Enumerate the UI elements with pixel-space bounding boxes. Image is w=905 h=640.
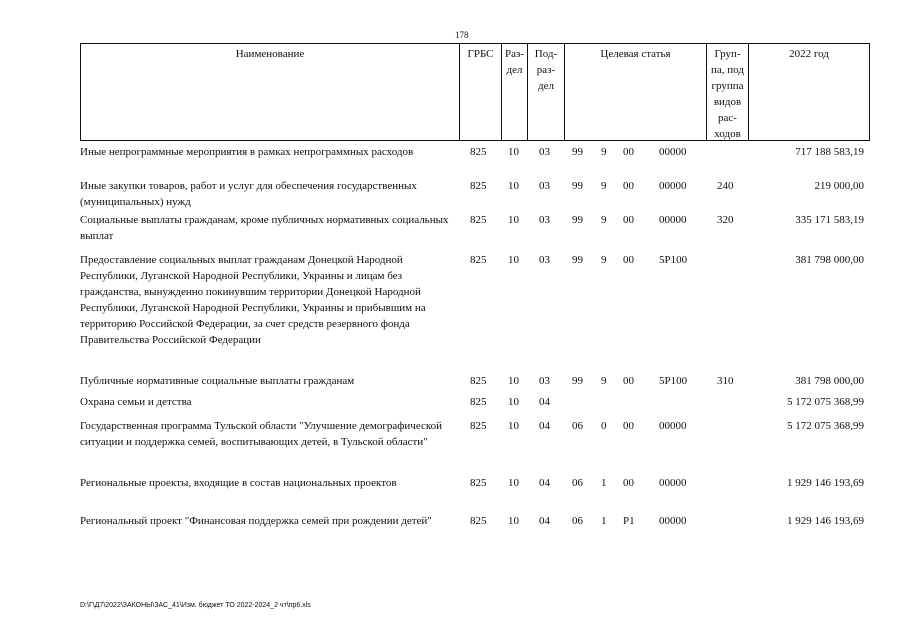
- header-target-label: Целевая статья: [600, 48, 671, 60]
- row-target-1: 06: [572, 477, 583, 489]
- row-razdel: 10: [508, 180, 519, 192]
- row-podrazdel: 04: [539, 420, 550, 432]
- row-podrazdel: 04: [539, 396, 550, 408]
- row-group: 240: [717, 180, 734, 192]
- row-sum: 1 929 146 193,69: [787, 515, 864, 527]
- header-name: [80, 43, 459, 141]
- row-podrazdel: 03: [539, 375, 550, 387]
- row-podrazdel: 04: [539, 477, 550, 489]
- row-razdel: 10: [508, 477, 519, 489]
- row-target-4: 00000: [659, 180, 687, 192]
- row-sum: 717 188 583,19: [795, 146, 864, 158]
- row-target-1: 99: [572, 375, 583, 387]
- row-sum: 5 172 075 368,99: [787, 420, 864, 432]
- header-name-label: Наименование: [235, 48, 305, 60]
- row-target-3: 00: [623, 214, 634, 226]
- row-target-1: 06: [572, 515, 583, 527]
- row-target-2: 1: [601, 477, 607, 489]
- row-target-4: 00000: [659, 420, 687, 432]
- row-grbs: 825: [470, 420, 487, 432]
- row-target-3: 00: [623, 180, 634, 192]
- header-podrazdel-label: Под- раз- дел: [534, 48, 558, 92]
- row-razdel: 10: [508, 396, 519, 408]
- row-target-4: 5P100: [659, 254, 688, 266]
- row-target-4: 00000: [659, 477, 687, 489]
- row-podrazdel: 03: [539, 146, 550, 158]
- file-path-footer: D:\Г\Д7\2022\ЗАКОНЫ\ЗАС_41\Изм. бюджет ТО 2022-2024_2 чт\пр6.xls: [80, 602, 311, 609]
- row-target-3: 00: [623, 146, 634, 158]
- row-target-1: 06: [572, 420, 583, 432]
- row-grbs: 825: [470, 477, 487, 489]
- row-podrazdel: 03: [539, 214, 550, 226]
- row-sum: 335 171 583,19: [795, 214, 864, 226]
- header-podrazdel: [527, 43, 564, 141]
- row-target-1: 99: [572, 146, 583, 158]
- header-grbs: [459, 43, 501, 141]
- row-razdel: 10: [508, 146, 519, 158]
- row-name: Социальные выплаты гражданам, кроме публичных нормативных социальных выплат: [80, 214, 449, 242]
- header-grbs-label: ГРБС: [467, 48, 494, 60]
- row-grbs: 825: [470, 146, 487, 158]
- row-name: Иные непрограммные мероприятия в рамках непрограммных расходов: [80, 146, 414, 158]
- row-target-4: 00000: [659, 146, 687, 158]
- header-razdel: [501, 43, 527, 141]
- row-grbs: 825: [470, 515, 487, 527]
- row-podrazdel: 04: [539, 515, 550, 527]
- row-grbs: 825: [470, 180, 487, 192]
- row-target-2: 9: [601, 375, 607, 387]
- row-target-4: 5P100: [659, 375, 688, 387]
- row-razdel: 10: [508, 515, 519, 527]
- row-name: Иные закупки товаров, работ и услуг для обеспечения государственных (муниципальных) нужд: [80, 180, 417, 208]
- header-group: [706, 43, 748, 141]
- row-razdel: 10: [508, 214, 519, 226]
- row-target-2: 9: [601, 214, 607, 226]
- row-target-1: 99: [572, 254, 583, 266]
- row-target-3: 00: [623, 477, 634, 489]
- row-podrazdel: 03: [539, 180, 550, 192]
- row-name: Предоставление социальных выплат гражданам Донецкой Народной Республики, Луганской Народной Республики, Украины и лицам без гражданства, вынужденно покинувшим территории Донецкой Народной Республики, Луганской Народной Республики, Украины и прибывшим на территорию Российской Федерации, за счет средств резервного фонда Правительства Российской Федерации: [80, 254, 426, 346]
- row-target-3: 00: [623, 375, 634, 387]
- row-name: Публичные нормативные социальные выплаты гражданам: [80, 375, 355, 387]
- header-razdel-label: Раз- дел: [504, 48, 524, 76]
- row-razdel: 10: [508, 254, 519, 266]
- header-year: [748, 43, 870, 141]
- row-grbs: 825: [470, 254, 487, 266]
- row-sum: 5 172 075 368,99: [787, 396, 864, 408]
- row-target-2: 1: [601, 515, 607, 527]
- row-target-2: 9: [601, 180, 607, 192]
- row-razdel: 10: [508, 375, 519, 387]
- row-target-1: 99: [572, 180, 583, 192]
- row-grbs: 825: [470, 214, 487, 226]
- row-sum: 1 929 146 193,69: [787, 477, 864, 489]
- row-target-3: P1: [623, 515, 635, 527]
- row-grbs: 825: [470, 375, 487, 387]
- row-target-1: 99: [572, 214, 583, 226]
- row-target-4: 00000: [659, 214, 687, 226]
- row-name: Региональный проект "Финансовая поддержка семей при рождении детей": [80, 515, 432, 527]
- row-group: 310: [717, 375, 734, 387]
- row-group: 320: [717, 214, 734, 226]
- row-name: Государственная программа Тульской области "Улучшение демографической ситуации и поддержка семей, воспитывающих детей, в Тульской области": [80, 420, 443, 448]
- row-grbs: 825: [470, 396, 487, 408]
- row-podrazdel: 03: [539, 254, 550, 266]
- row-razdel: 10: [508, 420, 519, 432]
- row-target-4: 00000: [659, 515, 687, 527]
- row-sum: 381 798 000,00: [795, 375, 864, 387]
- row-target-3: 00: [623, 254, 634, 266]
- header-target: [564, 43, 706, 141]
- row-name: Региональные проекты, входящие в состав национальных проектов: [80, 477, 397, 489]
- row-name: Охрана семьи и детства: [80, 396, 192, 408]
- row-target-2: 0: [601, 420, 607, 432]
- page-number: 178: [455, 30, 469, 40]
- header-year-label: 2022 год: [789, 48, 829, 60]
- header-group-label: Груп- па, под группа видов рас- ходов: [711, 48, 744, 140]
- row-target-3: 00: [623, 420, 634, 432]
- row-sum: 219 000,00: [814, 180, 864, 192]
- row-sum: 381 798 000,00: [795, 254, 864, 266]
- row-target-2: 9: [601, 146, 607, 158]
- row-target-2: 9: [601, 254, 607, 266]
